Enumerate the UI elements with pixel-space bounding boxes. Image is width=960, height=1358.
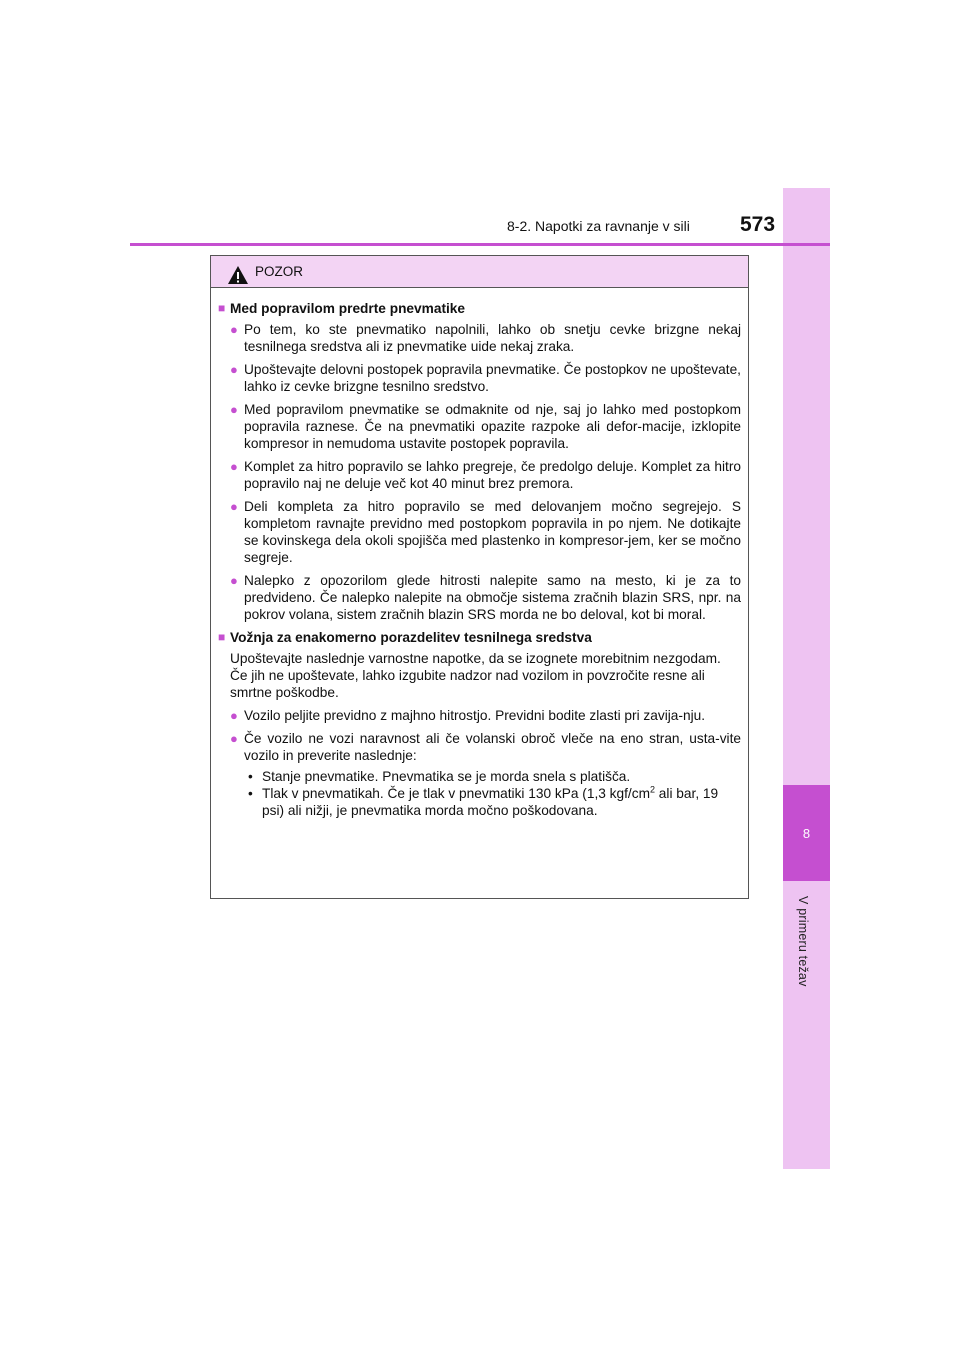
sub-list-item: • Stanje pnevmatike. Pnevmatika se je morda snela s platišča. bbox=[248, 769, 631, 784]
list-item: ● Komplet za hitro popravilo se lahko pregreje, če predolgo deluje. Komplet za hitro popravilo naj ne deluje več kot 40 minut brez premora. bbox=[230, 459, 741, 491]
header-rule bbox=[130, 243, 830, 246]
warning-body bbox=[211, 288, 748, 819]
list-item: ● Nalepko z opozorilom glede hitrosti nalepite samo na mesto, ki je za to predvideno. Če nalepko nalepite na območje sistema zračnih blazin SRS, npr. na pokrov volana, sistem zračnih blazin SRS morda ne bo deloval, kot bi moral. bbox=[230, 573, 741, 622]
paragraph: Če jih ne upoštevate, lahko izgubite nadzor nad vozilom in povzročite resne ali smrtne poškodbe. bbox=[230, 668, 705, 700]
circle-bullet-icon: ● bbox=[230, 402, 238, 417]
list-item: ● Upoštevajte delovni postopek popravila pnevmatike. Če postopkov ne upoštevate, lahko iz cevke brizgne tesnilno sredstvo. bbox=[230, 362, 741, 394]
warning-header bbox=[211, 256, 748, 288]
chapter-side-tab bbox=[783, 188, 830, 1169]
section-heading: ■ Med popravilom predrte pnevmatike bbox=[218, 301, 466, 316]
list-item: ● Med popravilom pnevmatike se odmaknite od nje, saj jo lahko med postopkom popravila raznese. Če na pnevmatiki opazite razpoke ali defor-macije, izklopite kompresor in nemudoma ustavite postopek popravila. bbox=[230, 402, 741, 451]
warning-box bbox=[210, 255, 749, 899]
circle-bullet-icon: ● bbox=[230, 459, 238, 474]
list-item: ● Vozilo peljite previdno z majhno hitrostjo. Previdni bodite zlasti pri zavija-nju. bbox=[230, 708, 706, 723]
section-title: 8-2. Napotki za ravnanje v sili bbox=[507, 218, 690, 234]
page-number: 573 bbox=[740, 213, 776, 236]
warning-triangle-icon bbox=[227, 265, 249, 285]
warning-label: POZOR bbox=[255, 264, 304, 279]
circle-bullet-icon: ● bbox=[230, 573, 238, 588]
paragraph: Upoštevajte naslednje varnostne napotke, da se izognete morebitnim nezgodam. bbox=[230, 651, 721, 666]
sub-list-item: • Tlak v pnevmatikah. Če je tlak v pnevmatiki 130 kPa (1,3 kgf/$cm^2$ ali bar, 19 psi) ali nižji, je pnevmatika morda močno poškodovana. bbox=[248, 784, 719, 818]
circle-bullet-icon: ● bbox=[230, 708, 238, 723]
section-heading: ■ Vožnja za enakomerno porazdelitev tesnilnega sredstva bbox=[218, 630, 592, 645]
circle-bullet-icon: ● bbox=[230, 731, 238, 746]
chapter-label: V primeru težav bbox=[796, 896, 810, 987]
square-bullet-icon: ■ bbox=[218, 301, 226, 315]
chapter-number: 8 bbox=[783, 785, 830, 881]
list-item: ● Po tem, ko ste pnevmatiko napolnili, lahko ob snetju cevke brizgne nekaj tesnilnega sredstva ali iz pnevmatike uide nekaj zraka. bbox=[230, 322, 741, 354]
square-bullet-icon: ■ bbox=[218, 630, 226, 644]
circle-bullet-icon: ● bbox=[230, 322, 238, 337]
list-item: ● Če vozilo ne vozi naravnost ali če volanski obroč vleče na eno stran, usta-vite vozilo in preverite naslednje: bbox=[230, 731, 741, 763]
list-item: ● Deli kompleta za hitro popravilo se med delovanjem močno segrejejo. S kompletom ravnajte previdno med postopkom popravila in po njem. Ne dotikajte se kovinskega dela okoli spojišča med plastenko in kompresor-jem, ker se močno segreje. bbox=[230, 499, 741, 565]
circle-bullet-icon: ● bbox=[230, 499, 238, 514]
circle-bullet-icon: ● bbox=[230, 362, 238, 377]
